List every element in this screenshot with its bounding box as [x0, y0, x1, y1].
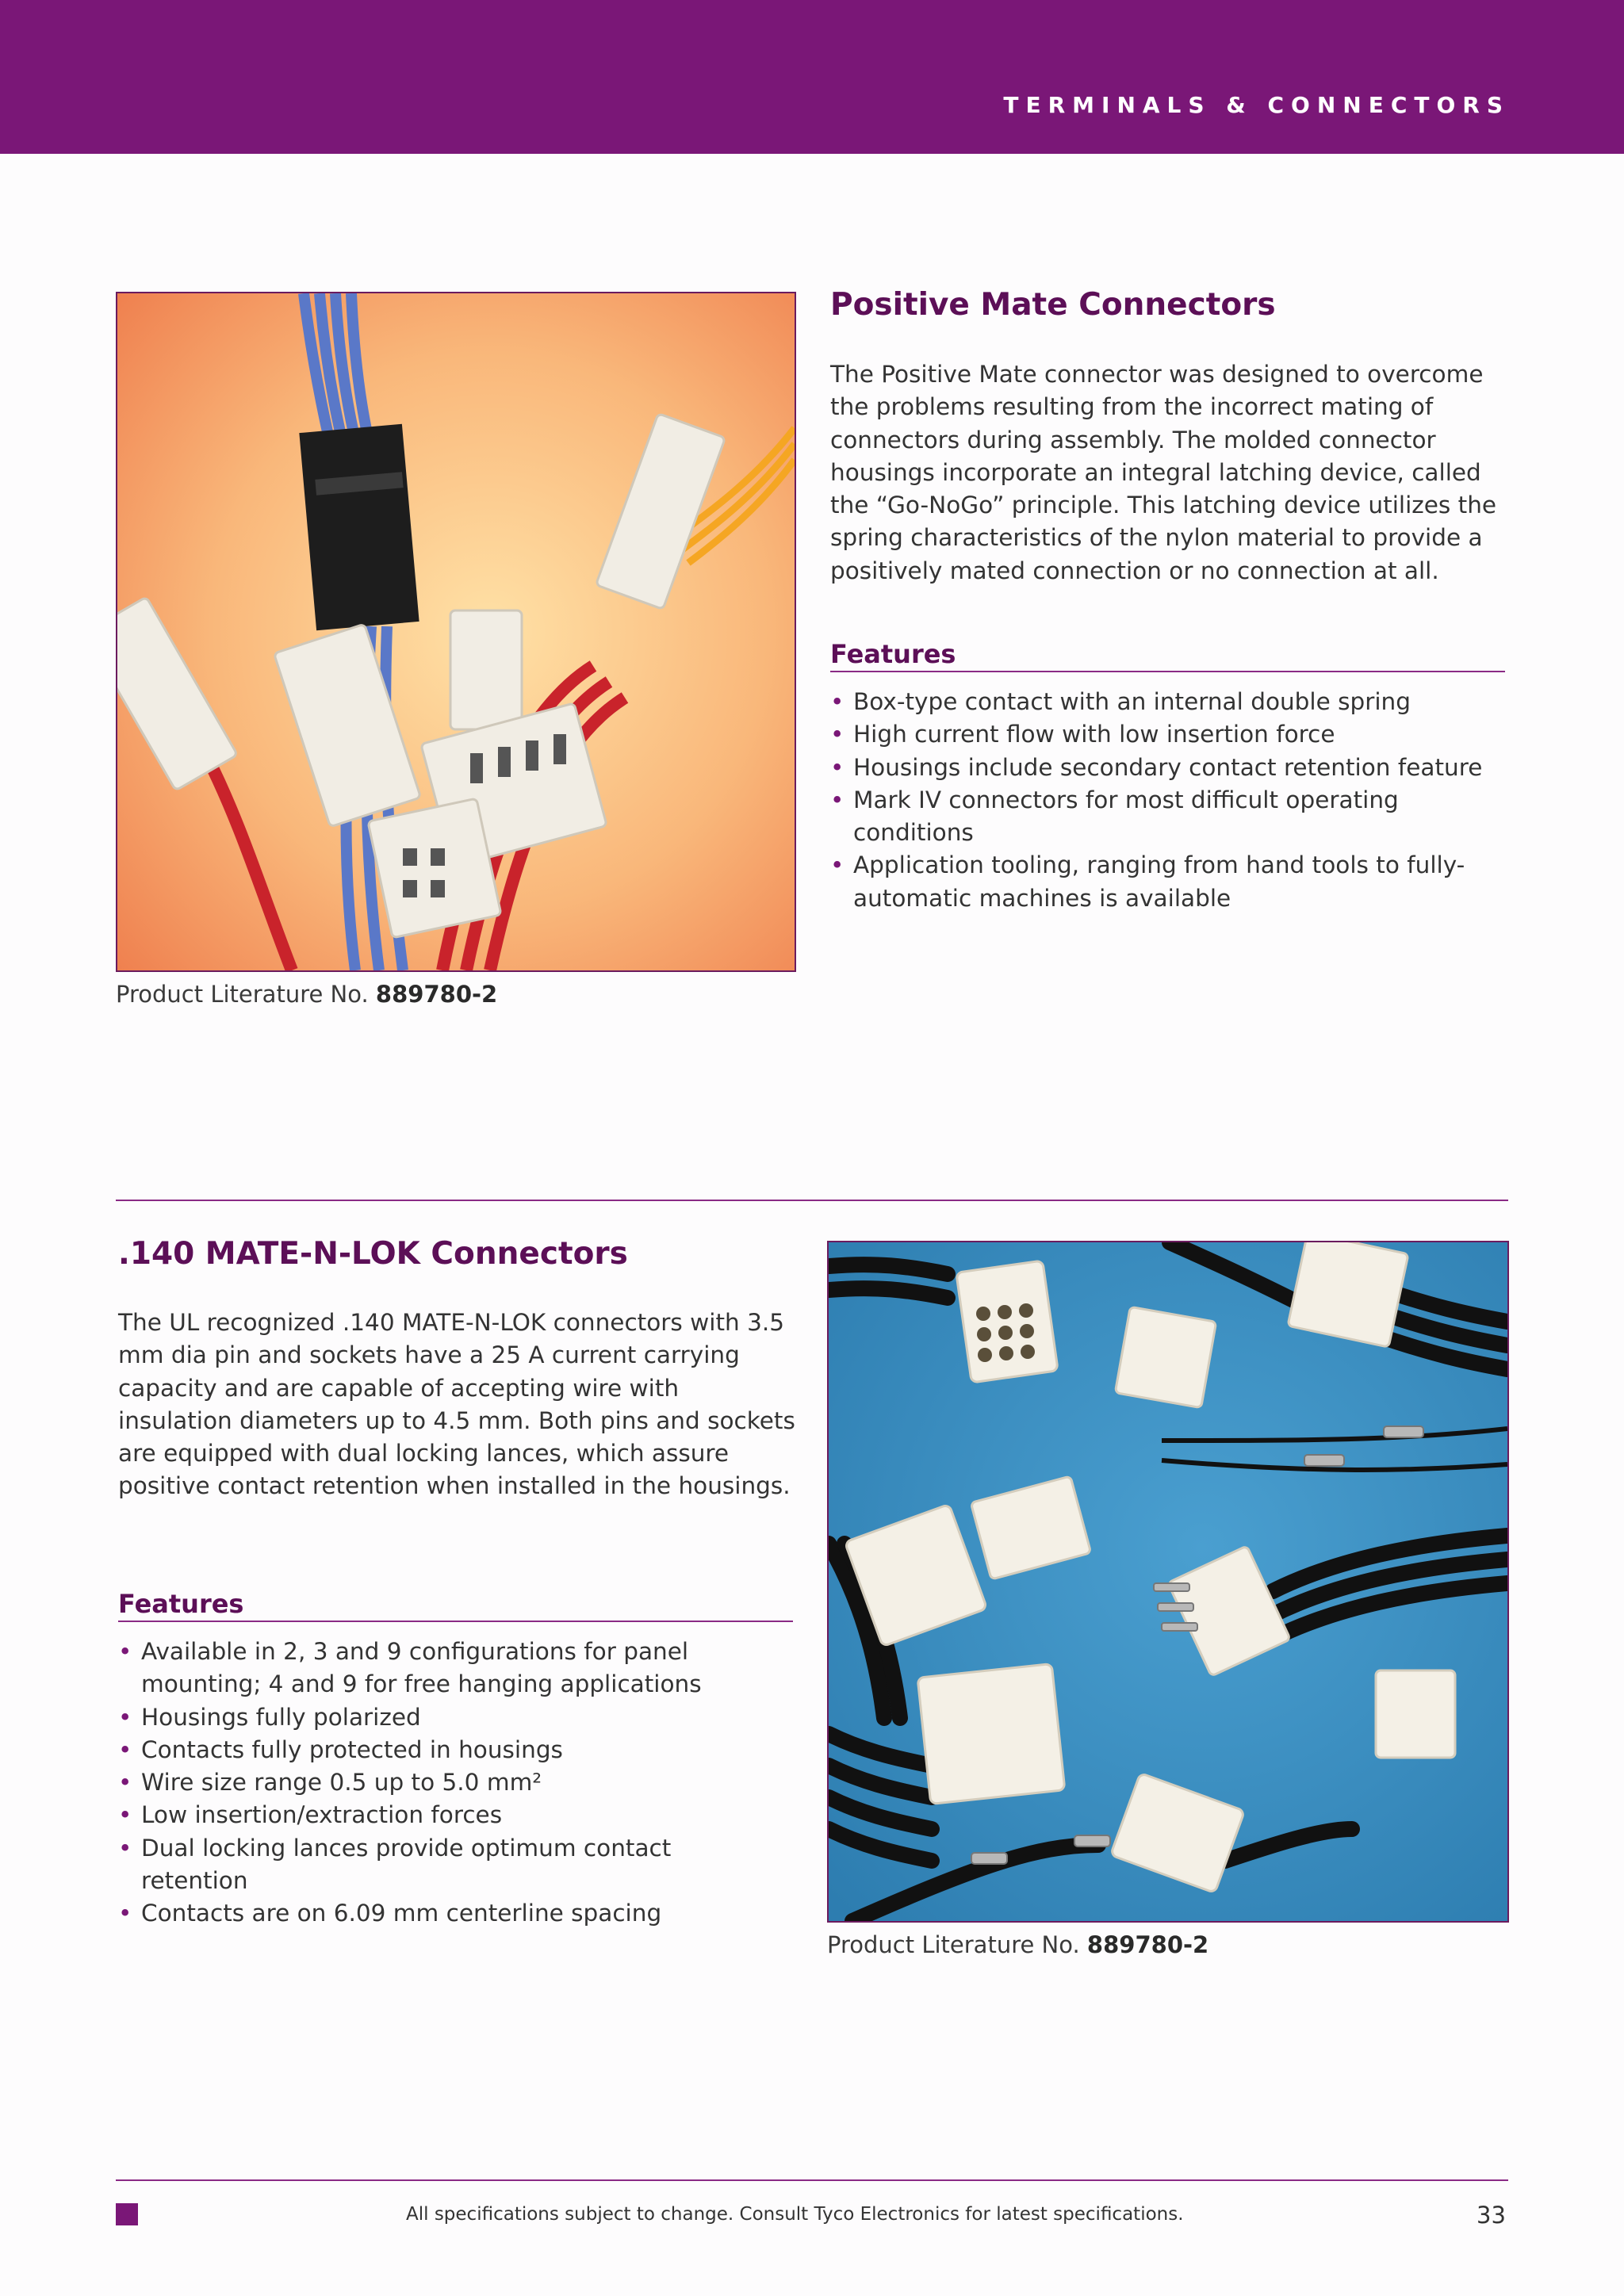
feature-item: • Housings include secondary contact retention feature [830, 752, 1512, 784]
caption-prefix: Product Literature No. [116, 981, 376, 1008]
mate-n-lok-description: The UL recognized .140 MATE-N-LOK connectors with 3.5 mm dia pin and sockets have a 25 A current carrying capacity and are capable of accepting wire with insulation diameters up to 4.5 mm. Both pins and sockets are equipped with dual locking lances, which assure positive contact retention when installed in the housings. [118, 1309, 795, 1500]
caption-positive-mate [116, 981, 497, 1008]
mate-n-lok-title: .140 MATE-N-LOK Connectors [118, 1236, 628, 1272]
feature-item: • High current flow with low insertion force [830, 718, 1512, 751]
footer-square-icon [116, 2203, 138, 2225]
feature-item: • Contacts fully protected in housings [118, 1734, 796, 1766]
footer-rule [116, 2179, 1508, 2181]
feature-item: • Dual locking lances provide optimum contact retention [118, 1832, 760, 1898]
page-number: 33 [1477, 2202, 1506, 2229]
feature-item: • Available in 2, 3 and 9 configurations for panel mounting; 4 and 9 for free hanging applications [118, 1636, 768, 1701]
footer-disclaimer: All specifications subject to change. Consult Tyco Electronics for latest specifications. [406, 2204, 1184, 2225]
mate-n-lok-features-heading: Features [118, 1589, 793, 1622]
feature-item: • Housings fully polarized [118, 1701, 796, 1734]
positive-mate-features-heading: Features [830, 639, 1505, 672]
header-title: TERMINALS & CONNECTORS [1003, 92, 1510, 118]
feature-item: • Low insertion/extraction forces [118, 1799, 796, 1831]
header-band [0, 0, 1624, 154]
positive-mate-title: Positive Mate Connectors [830, 287, 1276, 323]
feature-item: • Mark IV connectors for most difficult operating conditions [830, 784, 1488, 850]
mate-n-lok-features-list [118, 1636, 796, 1931]
section-divider [116, 1200, 1508, 1201]
positive-mate-photo [116, 292, 796, 972]
feature-item: • Application tooling, ranging from hand tools to fully-automatic machines is available [830, 849, 1511, 915]
caption-number: 889780-2 [1086, 1931, 1209, 1958]
positive-mate-description: The Positive Mate connector was designed to overcome the problems resulting from the incorrect mating of connectors during assembly. The molded connector housings incorporate an integral latching device, called the “Go-NoGo” principle. This latching device utilizes the spring characteristics of the nylon material to provide a positively mated connection or no connection at all. [830, 361, 1497, 584]
feature-item: • Contacts are on 6.09 mm centerline spacing [118, 1897, 796, 1930]
caption-prefix: Product Literature No. [827, 1931, 1087, 1958]
feature-item: • Wire size range 0.5 up to 5.0 mm² [118, 1766, 796, 1799]
feature-item: • Box-type contact with an internal double spring [830, 686, 1512, 718]
caption-mate-n-lok [827, 1931, 1208, 1958]
positive-mate-features-list [830, 686, 1512, 915]
caption-number: 889780-2 [375, 981, 498, 1008]
mate-n-lok-photo [827, 1241, 1509, 1923]
